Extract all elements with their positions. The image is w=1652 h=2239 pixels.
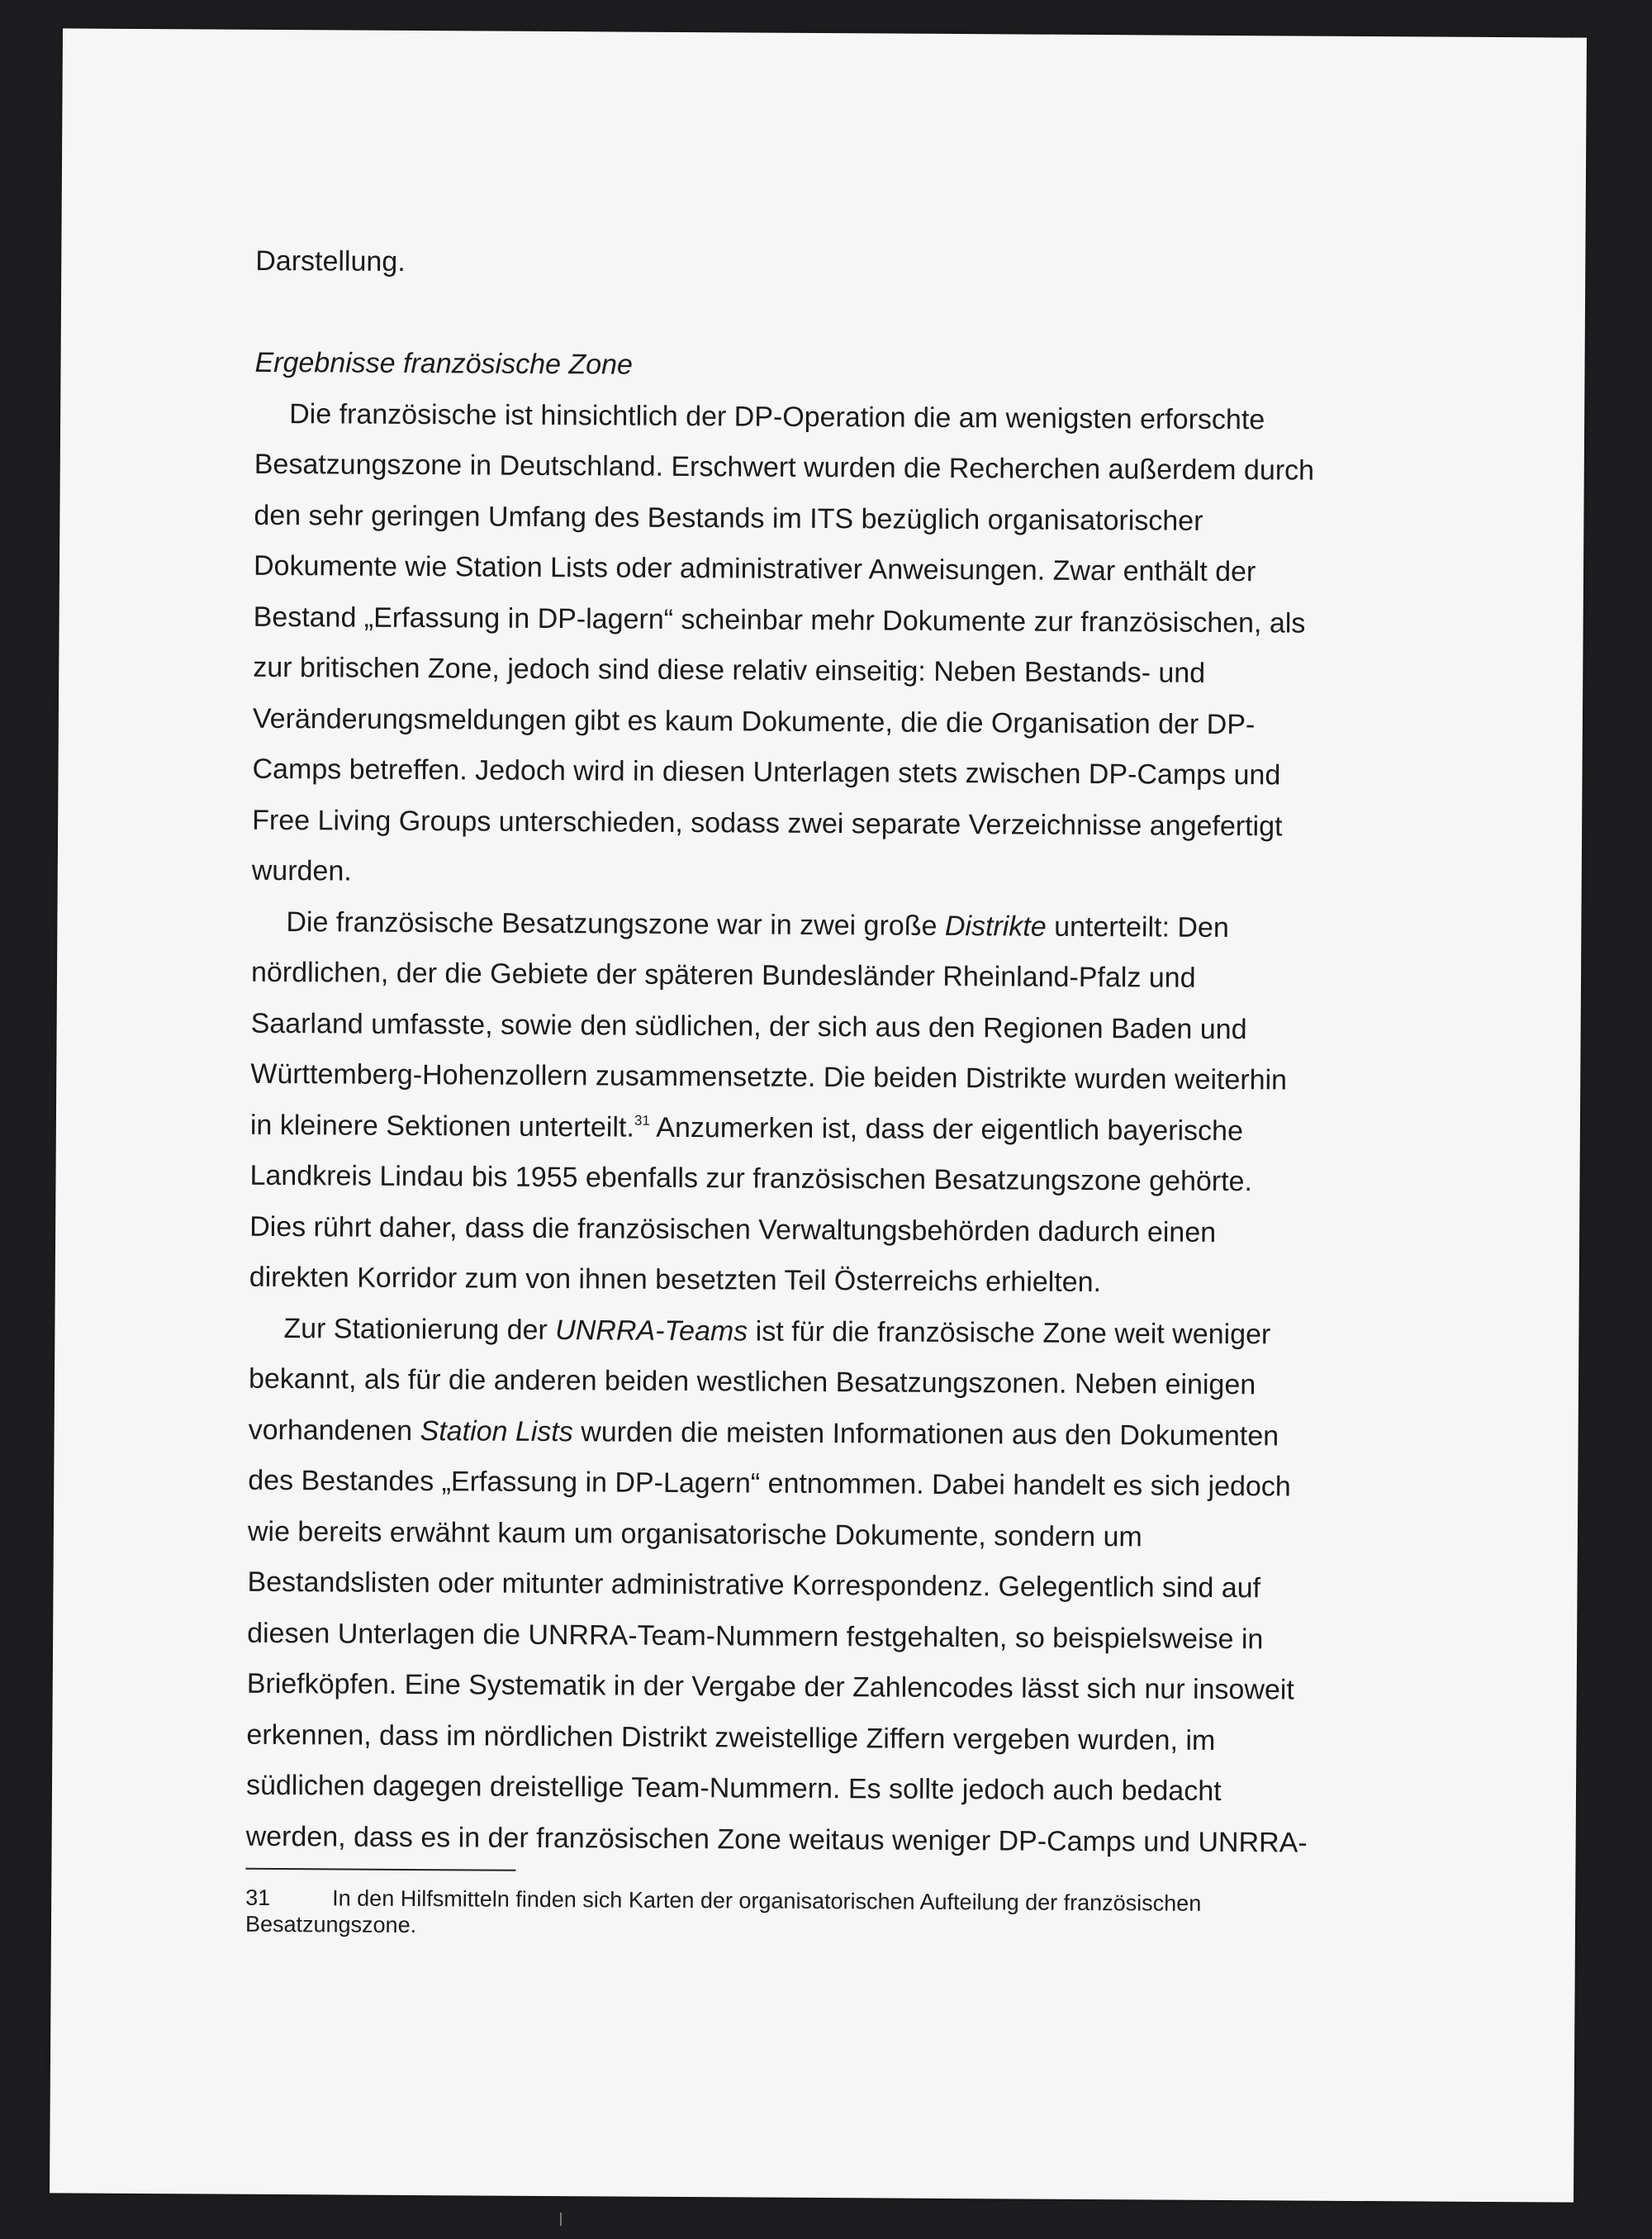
text-line: zur britischen Zone, jedoch sind diese relativ einseitig: Neben Bestands- und (253, 651, 1206, 689)
text-line (250, 1100, 1431, 1158)
text-run: Anzumerken ist, dass der eigentlich bayerische (649, 1111, 1244, 1147)
footnote-reference: 31 (634, 1112, 650, 1129)
emphasis-distrikte: Distrikte (944, 910, 1047, 943)
text-line: Bestand „Erfassung in DP-lagern“ scheinbar mehr Dokumente zur französischen, als (253, 601, 1306, 639)
emphasis-unrra-teams: UNRRA-Teams (555, 1314, 748, 1347)
text-line: werden, dass es in der französischen Zone weitaus weniger DP-Camps und UNRRA- (245, 1820, 1308, 1859)
text-run: in kleinere Sektionen unterteilt. (249, 1109, 634, 1143)
text-line: den sehr geringen Umfang des Bestands im ITS bezüglich organisatorischer (254, 499, 1203, 537)
paragraph-3 (245, 1303, 1430, 1869)
text-line (249, 1303, 1430, 1361)
text-line: Dokumente wie Station Lists oder administrativer Anweisungen. Zwar enthält der (253, 549, 1256, 588)
text-line: Die französische ist hinsichtlich der DP-Operation die am wenigsten erforschte (289, 397, 1265, 435)
section-heading: Ergebnisse französische Zone (254, 346, 634, 381)
text-line: des Bestandes „Erfassung in DP-Lagern“ entnommen. Dabei handelt es sich jedoch (248, 1464, 1291, 1503)
text-line: Camps betreffen. Jedoch wird in diesen Unterlagen stets zwischen DP-Camps und (252, 753, 1281, 791)
text-line: Dies rührt daher, dass die französischen Verwaltungsbehörden dadurch einen (249, 1210, 1217, 1248)
footnote-line: Besatzungszone. (244, 1911, 417, 1938)
text-line: nördlichen, der die Gebiete der späteren Bundesländer Rheinland-Pfalz und (250, 956, 1196, 994)
text-line: Saarland umfasste, sowie den südlichen, der sich aus den Regionen Baden und (250, 1007, 1247, 1045)
footnote-text: In den Hilfsmitteln finden sich Karten der organisatorischen Aufteilung der französischen (332, 1885, 1202, 1916)
text-line: erkennen, dass im nördlichen Distrikt zweistellige Ziffern vergeben wurden, im (246, 1718, 1216, 1756)
footnote (245, 1885, 1427, 1945)
text-line: Besatzungszone in Deutschland. Erschwert wurden die Recherchen außerdem durch (254, 448, 1315, 487)
text-line (248, 1405, 1429, 1462)
paragraph-1 (252, 388, 1436, 904)
text-line: Free Living Groups unterschieden, sodass zwei separate Verzeichnisse angefertigt (252, 804, 1283, 842)
text-line (251, 896, 1432, 954)
emphasis-station-lists: Station Lists (420, 1414, 573, 1448)
text-line: wurden. (251, 854, 352, 887)
text-run: wurden die meisten Informationen aus den Dokumenten (572, 1415, 1279, 1452)
body-text (245, 236, 1436, 1870)
text-line: Bestandslisten oder mitunter administrative Korrespondenz. Gelegentlich sind auf (247, 1566, 1261, 1604)
text-line: bekannt, als für die anderen beiden westlichen Besatzungszonen. Neben einigen (248, 1362, 1256, 1401)
text-run: ist für die französische Zone weit weniger (748, 1314, 1271, 1350)
text-line: Briefköpfen. Eine Systematik in der Vergabe der Zahlencodes lässt sich nur insoweit (246, 1667, 1295, 1706)
scanned-page (50, 28, 1587, 2202)
text-line: direkten Korridor zum von ihnen besetzten Teil Österreichs erhielten. (249, 1261, 1102, 1299)
text-run: Die französische Besatzungszone war in zwei große (286, 906, 946, 942)
text-run: Zur Stationierung der (283, 1312, 556, 1346)
text-line: Veränderungsmeldungen gibt es kaum Dokumente, die die Organisation der DP- (252, 702, 1256, 740)
scan-mark (560, 2213, 562, 2226)
text-line: Württemberg-Hohenzollern zusammensetzte. Die beiden Distrikte wurden weiterhin (250, 1058, 1288, 1096)
footnote-number: 31 (245, 1885, 271, 1910)
text-line: Darstellung. (255, 245, 406, 278)
text-run: unterteilt: Den (1046, 910, 1229, 944)
text-line: südlichen dagegen dreistellige Team-Nummern. Es sollte jedoch auch bedacht (245, 1769, 1222, 1807)
text-line: diesen Unterlagen die UNRRA-Team-Nummern festgehalten, so beispielsweise in (247, 1617, 1264, 1655)
paragraph-2 (249, 896, 1433, 1310)
text-line: Landkreis Lindau bis 1955 ebenfalls zur französischen Besatzungszone gehörte. (249, 1159, 1253, 1198)
text-line: wie bereits erwähnt kaum um organisatorische Dokumente, sondern um (247, 1515, 1142, 1552)
text-run: vorhandenen (248, 1414, 420, 1447)
footnote-divider (245, 1868, 515, 1871)
